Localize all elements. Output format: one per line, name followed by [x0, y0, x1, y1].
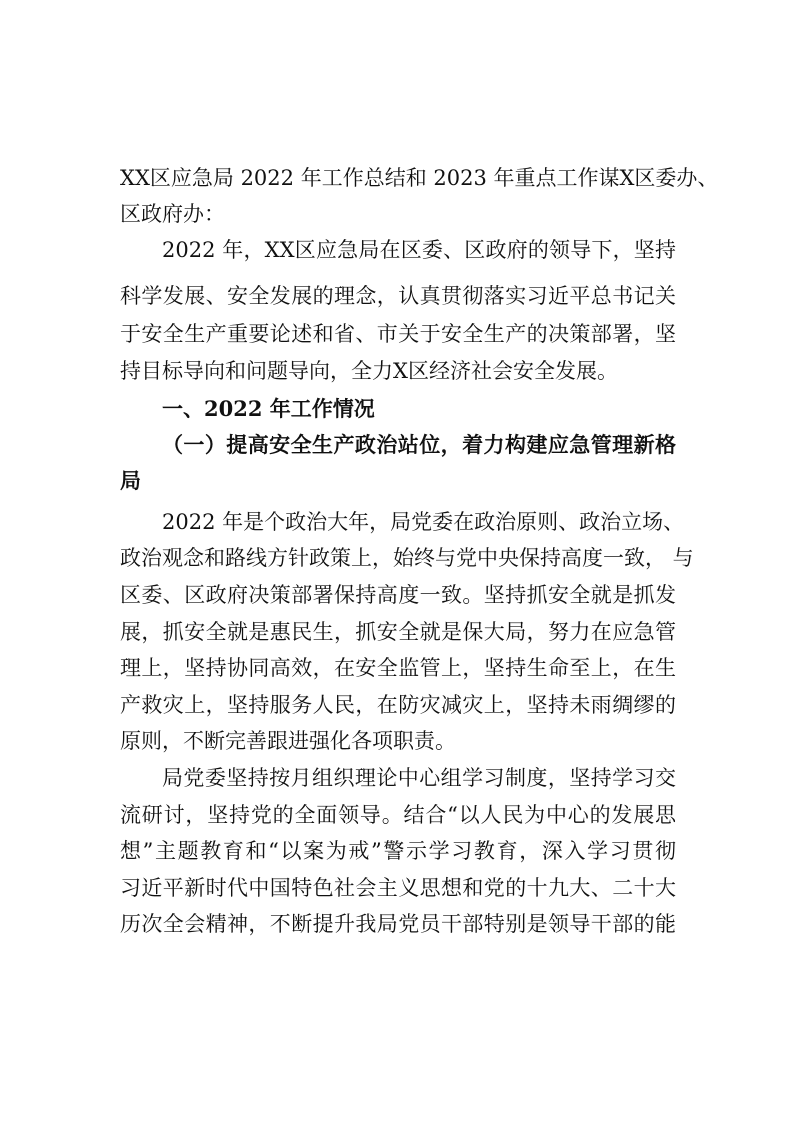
para1-line-3: 区委、区政府决策部署保持高度一致。坚持抓安全就是抓发: [120, 583, 676, 607]
para1-line-2: 政治观念和路线方针政策上，始终与党中央保持高度一致， 与: [120, 546, 694, 570]
intro-line-3: 于安全生产重要论述和省、市关于安全生产的决策部署，坚: [120, 322, 676, 346]
title-line-1: XX区应急局 2022 年工作总结和 2023 年重点工作谋X区委办、: [120, 166, 719, 190]
intro-line-1: 2022 年，XX区应急局在区委、区政府的领导下，坚持: [162, 238, 676, 262]
intro-line-4: 持目标导向和问题导向，全力X区经济社会安全发展。: [120, 359, 618, 383]
section-heading: 一、2022 年工作情况: [162, 396, 375, 421]
subsection-line-1: （一）提高安全生产政治站位，着力构建应急管理新格: [162, 432, 676, 457]
para2-line-4: 习近平新时代中国特色社会主义思想和党的十九大、二十大: [120, 876, 676, 900]
para1-line-5: 理上，坚持协同高效，在安全监管上，坚持生命至上，在生: [120, 656, 676, 680]
title-line-2: 区政府办：: [120, 202, 225, 226]
para2-line-1: 局党委坚持按月组织理论中心组学习制度，坚持学习交: [162, 766, 676, 790]
para2-line-3: 想”主题教育和“以案为戒”警示学习教育，深入学习贯彻: [120, 839, 676, 863]
para1-line-1: 2022 年是个政治大年，局党委在政治原则、政治立场、: [162, 510, 685, 534]
intro-line-2: 科学发展、安全发展的理念，认真贯彻落实习近平总书记关: [120, 284, 676, 308]
para1-line-6: 产救灾上，坚持服务人民，在防灾减灾上，坚持未雨绸缪的: [120, 693, 676, 717]
para2-line-5: 历次全会精神，不断提升我局党员干部特别是领导干部的能: [120, 912, 676, 936]
para1-line-4: 展，抓安全就是惠民生，抓安全就是保大局，努力在应急管: [120, 620, 676, 644]
subsection-line-2: 局: [120, 468, 141, 493]
para2-line-2: 流研讨，坚持党的全面领导。结合“以人民为中心的发展思: [120, 803, 676, 827]
para1-line-7: 原则，不断完善跟进强化各项职责。: [120, 729, 456, 753]
